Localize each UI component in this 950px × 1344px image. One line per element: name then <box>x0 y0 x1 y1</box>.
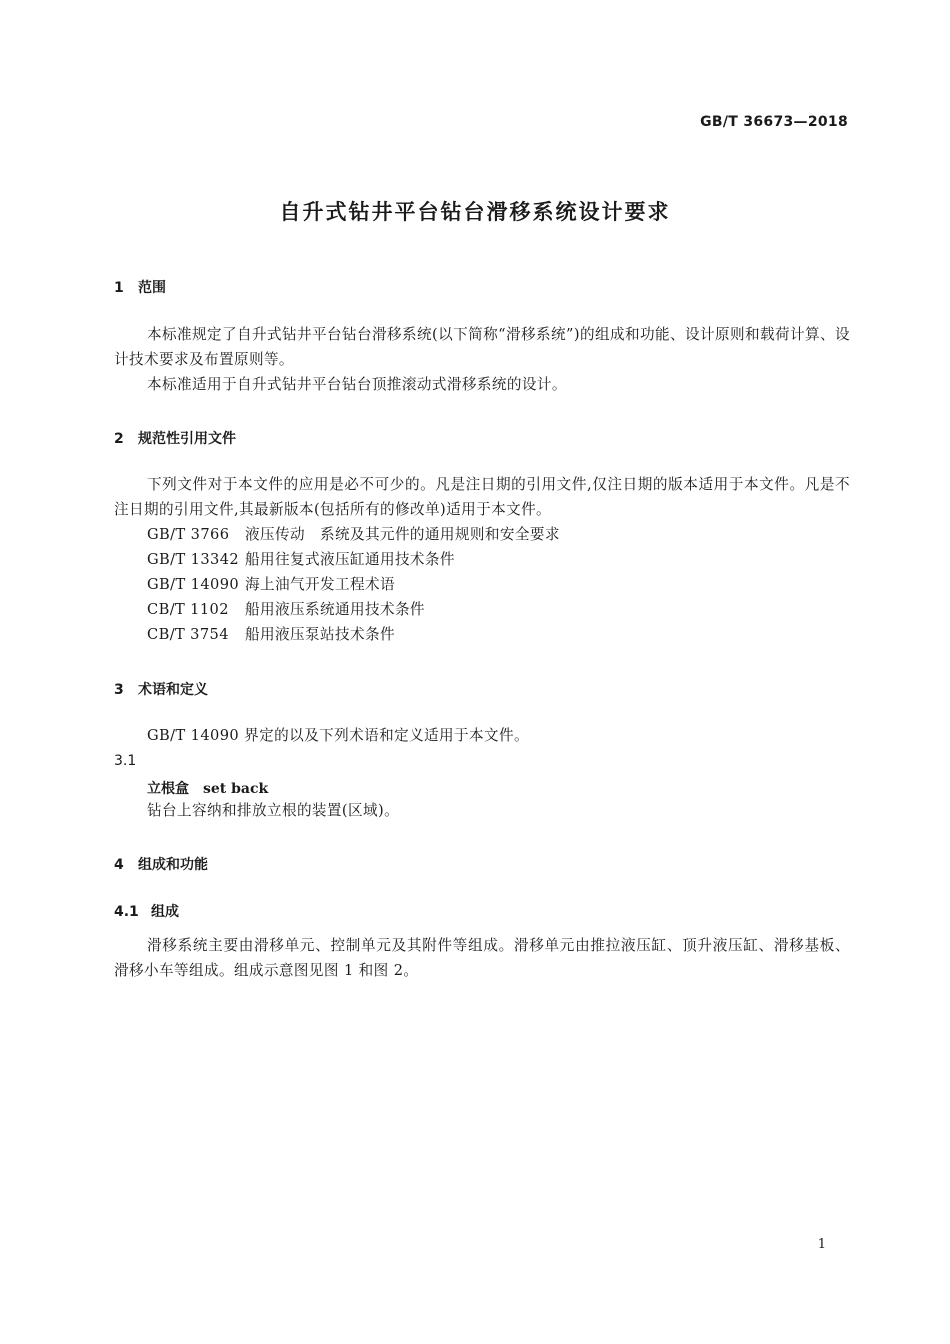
reference-item <box>147 572 395 597</box>
section-title: 术语和定义 <box>138 682 208 698</box>
paragraph: GB/T 14090 界定的以及下列术语和定义适用于本文件。 <box>147 727 530 744</box>
reference-code: GB/T 14090 <box>147 576 240 593</box>
reference-item <box>147 522 560 547</box>
section-number: 1 <box>114 280 124 296</box>
paragraph: 本标准规定了自升式钻井平台钻台滑移系统(以下简称“滑移系统”)的组成和功能、设计原则和载荷计算、设计技术要求及布置原则等。 <box>114 326 850 368</box>
reference-code: CB/T 3754 <box>147 626 229 643</box>
section-3-heading <box>114 679 208 699</box>
reference-item <box>147 547 455 572</box>
reference-title: 船用往复式液压缸通用技术条件 <box>245 551 455 568</box>
reference-title: 液压传动 系统及其元件的通用规则和安全要求 <box>245 526 560 543</box>
section-2-heading <box>114 428 236 448</box>
section-number: 3 <box>114 682 124 698</box>
reference-item <box>147 622 395 647</box>
term-chinese: 立根盒 <box>147 781 189 797</box>
term-definition: 钻台上容纳和排放立根的装置(区域)。 <box>147 802 400 819</box>
section-title: 范围 <box>138 280 166 296</box>
reference-item <box>147 597 425 622</box>
term-entry <box>147 778 268 798</box>
reference-title: 船用液压系统通用技术条件 <box>245 601 425 618</box>
paragraph: 下列文件对于本文件的应用是必不可少的。凡是注日期的引用文件,仅注日期的版本适用于本文件。凡是不注日期的引用文件,其最新版本(包括所有的修改单)适用于本文件。 <box>114 476 850 518</box>
document-title: 自升式钻井平台钻台滑移系统设计要求 <box>279 200 671 224</box>
reference-title: 船用液压泵站技术条件 <box>245 626 395 643</box>
section-number: 2 <box>114 431 124 447</box>
subsection-title: 组成 <box>151 904 179 920</box>
section-number: 4 <box>114 857 124 873</box>
paragraph: 滑移系统主要由滑移单元、控制单元及其附件等组成。滑移单元由推拉液压缸、顶升液压缸、滑移基板、滑移小车等组成。组成示意图见图 1 和图 2。 <box>114 937 850 979</box>
subsection-4-1-heading <box>114 901 179 921</box>
section-title: 规范性引用文件 <box>138 431 236 447</box>
subsection-number: 4.1 <box>114 904 139 920</box>
paragraph: 本标准适用于自升式钻井平台钻台顶推滚动式滑移系统的设计。 <box>147 376 567 393</box>
standard-code: GB/T 36673—2018 <box>700 114 848 130</box>
term-english: set back <box>203 781 269 797</box>
reference-title: 海上油气开发工程术语 <box>245 576 395 593</box>
reference-code: CB/T 1102 <box>147 601 229 618</box>
term-number: 3.1 <box>114 753 137 769</box>
section-1-heading <box>114 277 166 297</box>
reference-code: GB/T 13342 <box>147 551 240 568</box>
reference-code: GB/T 3766 <box>147 526 230 543</box>
section-title: 组成和功能 <box>138 857 208 873</box>
section-4-heading <box>114 854 208 874</box>
page-number: 1 <box>817 1237 826 1252</box>
